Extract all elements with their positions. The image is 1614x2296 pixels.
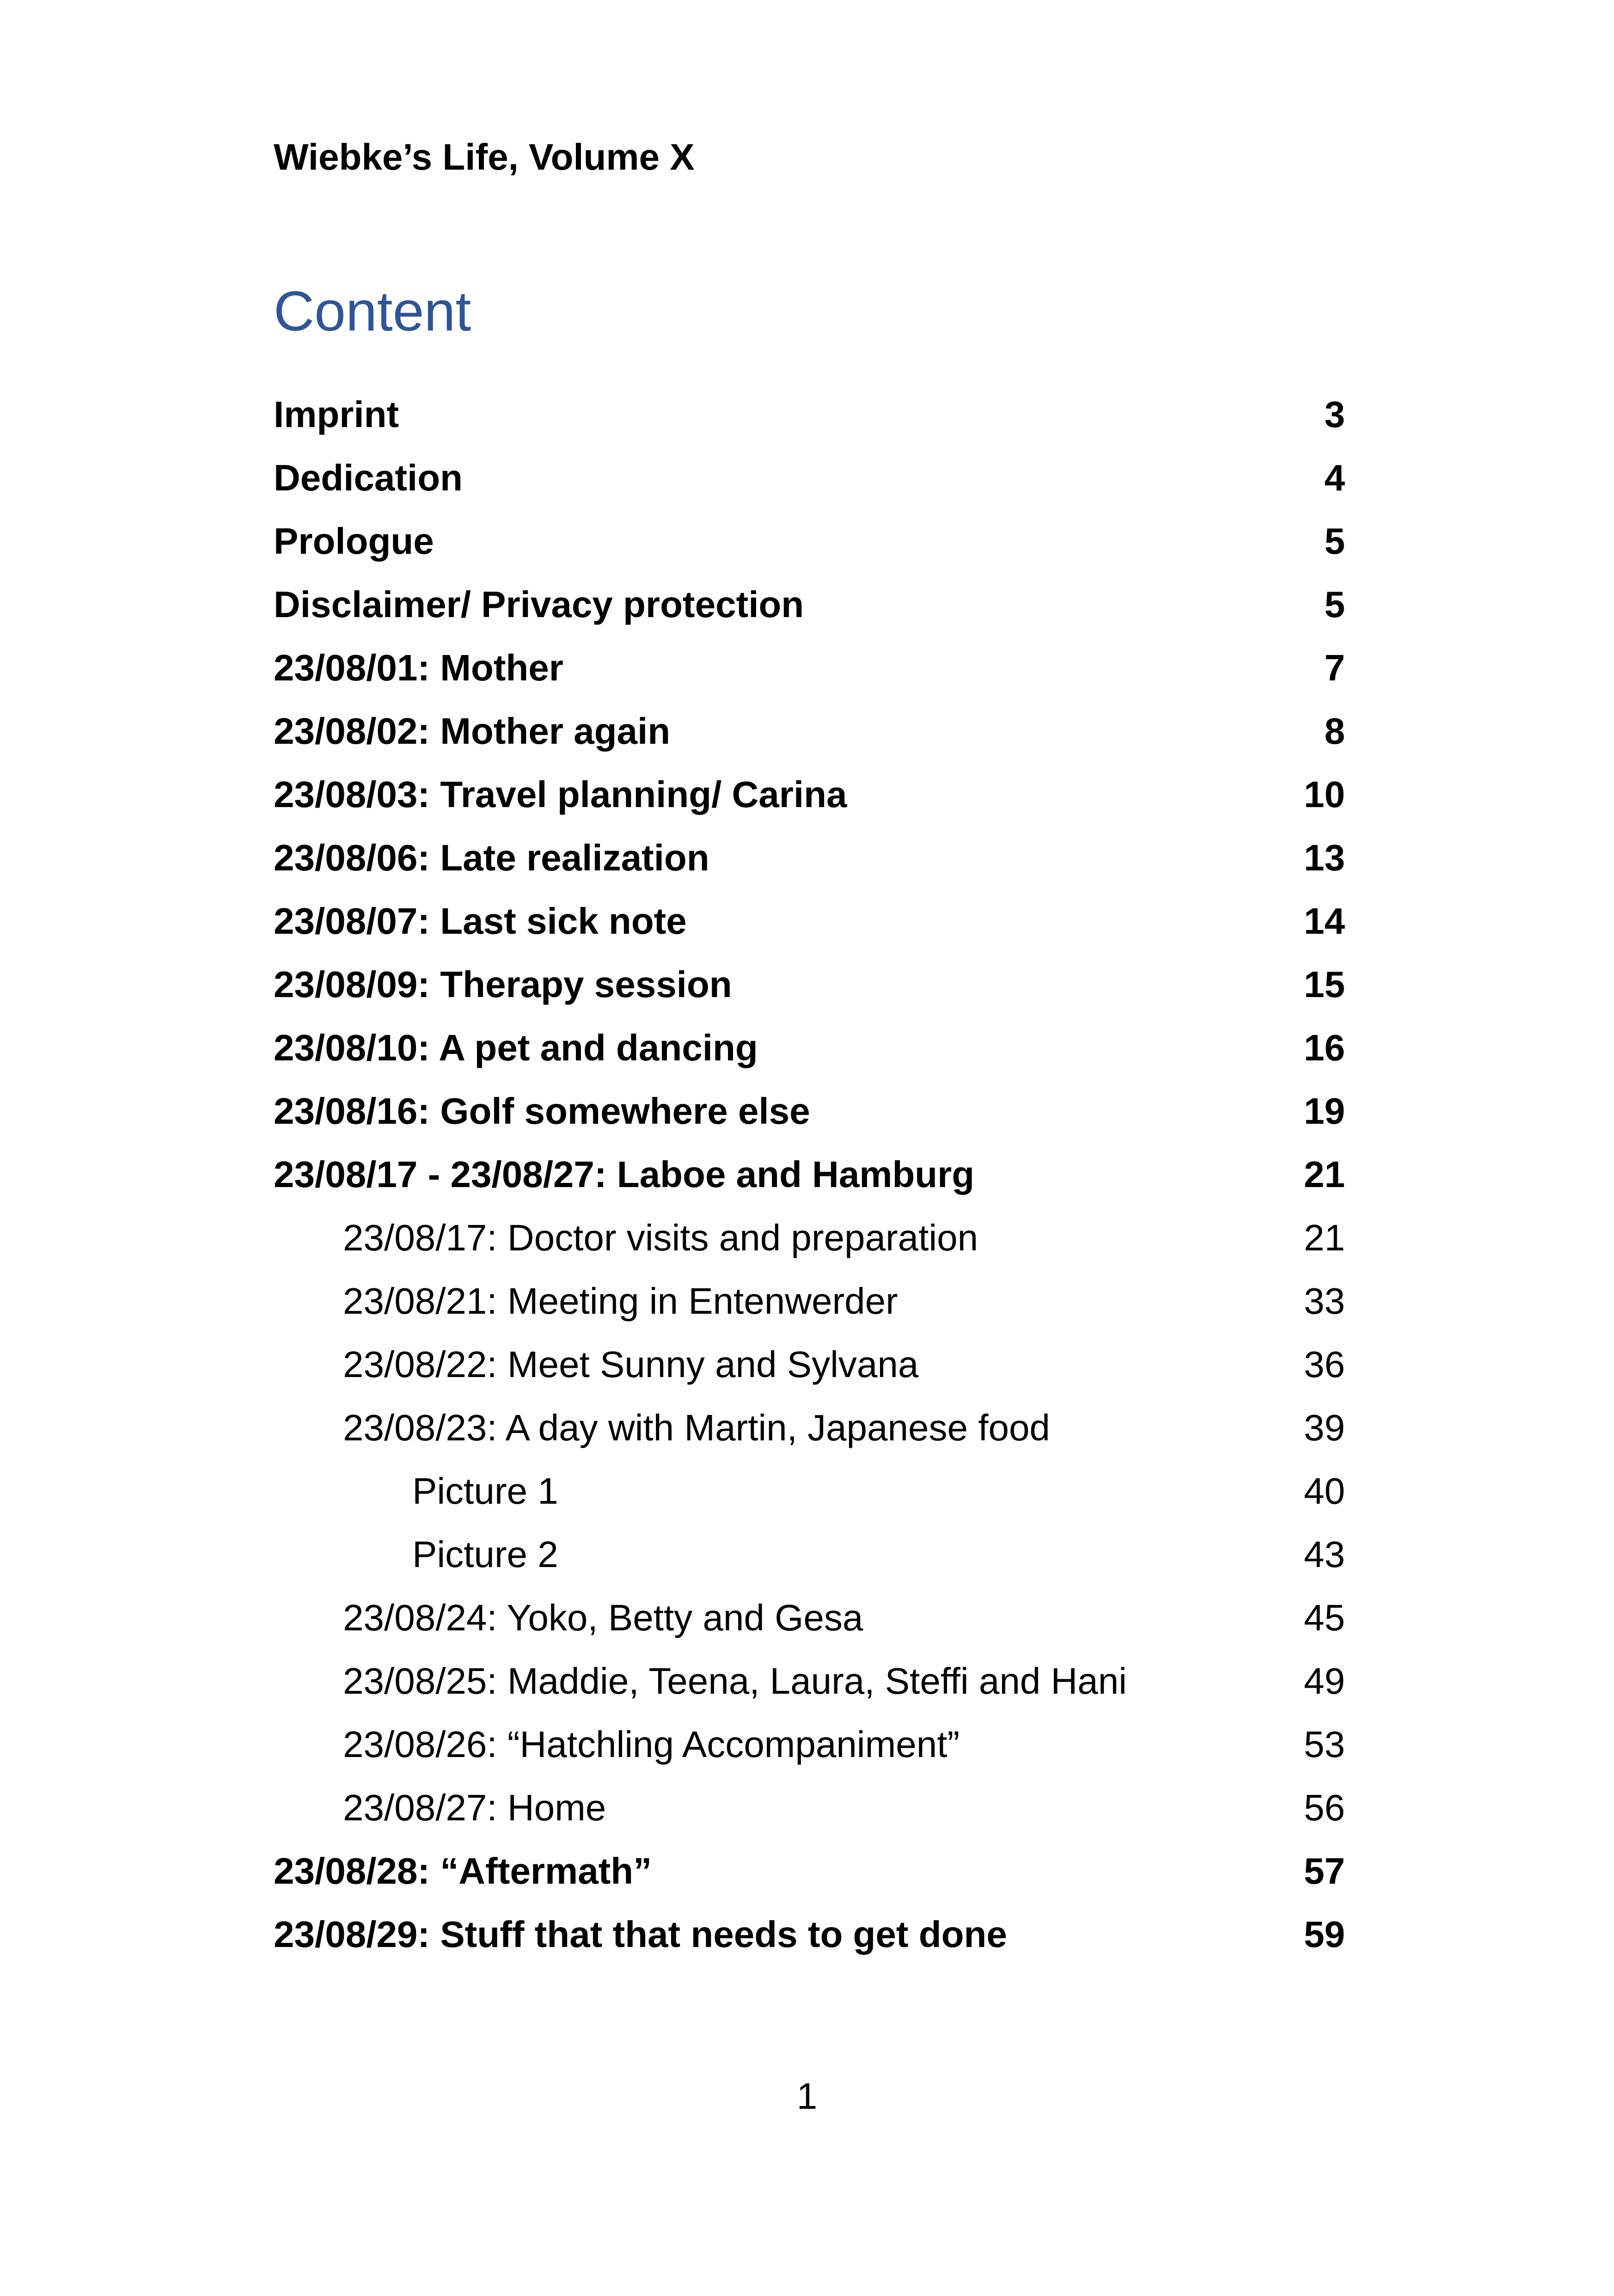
toc-entry[interactable] — [274, 582, 1345, 645]
table-of-contents — [274, 392, 1345, 1975]
toc-entry[interactable] — [274, 1151, 1345, 1215]
toc-subsubentry[interactable] — [274, 1468, 1345, 1531]
toc-entry-title: 23/08/07: Last sick note — [274, 900, 687, 942]
toc-entry-page: 19 — [1304, 1090, 1345, 1132]
toc-entry-page: 5 — [1324, 584, 1345, 625]
toc-subentry[interactable] — [274, 1658, 1345, 1721]
toc-entry[interactable] — [274, 708, 1345, 771]
toc-entry-page: 45 — [1304, 1597, 1345, 1638]
toc-entry-title: 23/08/01: Mother — [274, 647, 563, 688]
toc-entry-page: 16 — [1304, 1027, 1345, 1068]
toc-entry-title: 23/08/27: Home — [343, 1787, 606, 1828]
toc-entry-title: 23/08/24: Yoko, Betty and Gesa — [343, 1597, 863, 1638]
toc-heading: Content — [274, 280, 471, 343]
toc-entry-title: 23/08/16: Golf somewhere else — [274, 1090, 810, 1132]
toc-entry-page: 14 — [1304, 900, 1345, 942]
toc-entry[interactable] — [274, 1911, 1345, 1975]
toc-entry-page: 3 — [1324, 394, 1345, 435]
toc-entry[interactable] — [274, 1848, 1345, 1911]
toc-entry-page: 39 — [1304, 1407, 1345, 1448]
toc-entry-title: Imprint — [274, 394, 399, 435]
toc-entry[interactable] — [274, 961, 1345, 1025]
toc-subentry[interactable] — [274, 1405, 1345, 1468]
toc-entry-page: 21 — [1304, 1154, 1345, 1195]
toc-entry-page: 53 — [1304, 1724, 1345, 1765]
toc-entry-title: Disclaimer/ Privacy protection — [274, 584, 804, 625]
toc-entry[interactable] — [274, 645, 1345, 708]
toc-entry[interactable] — [274, 392, 1345, 455]
toc-subentry[interactable] — [274, 1785, 1345, 1848]
toc-subentry[interactable] — [274, 1341, 1345, 1405]
toc-entry-page: 57 — [1304, 1850, 1345, 1892]
toc-entry-title: 23/08/03: Travel planning/ Carina — [274, 774, 847, 815]
book-title: Wiebke’s Life, Volume X — [274, 136, 695, 178]
toc-entry[interactable] — [274, 1088, 1345, 1151]
toc-entry-title: 23/08/21: Meeting in Entenwerder — [343, 1280, 898, 1322]
toc-entry-page: 7 — [1324, 647, 1345, 688]
toc-entry-title: 23/08/10: A pet and dancing — [274, 1027, 758, 1068]
toc-entry-page: 33 — [1304, 1280, 1345, 1322]
toc-entry-title: 23/08/29: Stuff that that needs to get done — [274, 1914, 1007, 1955]
toc-entry-page: 13 — [1304, 837, 1345, 878]
toc-entry[interactable] — [274, 898, 1345, 961]
toc-entry-page: 21 — [1304, 1217, 1345, 1258]
page-number: 1 — [796, 2076, 818, 2117]
toc-subentry[interactable] — [274, 1215, 1345, 1278]
toc-entry-page: 40 — [1304, 1470, 1345, 1512]
toc-entry-title: 23/08/09: Therapy session — [274, 964, 732, 1005]
toc-entry-title: Prologue — [274, 520, 434, 562]
toc-subsubentry[interactable] — [274, 1531, 1345, 1595]
toc-entry-title: 23/08/02: Mother again — [274, 710, 671, 752]
toc-entry-page: 5 — [1324, 520, 1345, 562]
toc-entry-page: 4 — [1324, 457, 1345, 498]
toc-entry-title: 23/08/22: Meet Sunny and Sylvana — [343, 1344, 919, 1385]
toc-entry-page: 49 — [1304, 1660, 1345, 1702]
toc-entry-page: 43 — [1304, 1534, 1345, 1575]
toc-entry[interactable] — [274, 835, 1345, 898]
toc-entry-title: Picture 1 — [412, 1470, 558, 1512]
toc-entry-page: 8 — [1324, 710, 1345, 752]
toc-entry-page: 36 — [1304, 1344, 1345, 1385]
toc-entry[interactable] — [274, 771, 1345, 835]
toc-entry-title: 23/08/06: Late realization — [274, 837, 709, 878]
toc-entry-page: 56 — [1304, 1787, 1345, 1828]
toc-entry[interactable] — [274, 1025, 1345, 1088]
toc-subentry[interactable] — [274, 1721, 1345, 1785]
toc-entry-page: 15 — [1304, 964, 1345, 1005]
toc-entry-title: 23/08/28: “Aftermath” — [274, 1850, 652, 1892]
toc-entry-title: 23/08/17: Doctor visits and preparation — [343, 1217, 978, 1258]
toc-entry-title: 23/08/25: Maddie, Teena, Laura, Steffi and Hani — [343, 1660, 1127, 1702]
toc-subentry[interactable] — [274, 1278, 1345, 1341]
toc-entry-title: Dedication — [274, 457, 463, 498]
toc-entry-page: 10 — [1304, 774, 1345, 815]
toc-entry-page: 59 — [1304, 1914, 1345, 1955]
toc-entry-title: 23/08/23: A day with Martin, Japanese food — [343, 1407, 1050, 1448]
toc-entry[interactable] — [274, 455, 1345, 518]
toc-subentry[interactable] — [274, 1595, 1345, 1658]
toc-entry[interactable] — [274, 518, 1345, 582]
toc-entry-title: Picture 2 — [412, 1534, 558, 1575]
toc-entry-title: 23/08/26: “Hatchling Accompaniment” — [343, 1724, 960, 1765]
toc-entry-title: 23/08/17 - 23/08/27: Laboe and Hamburg — [274, 1154, 975, 1195]
